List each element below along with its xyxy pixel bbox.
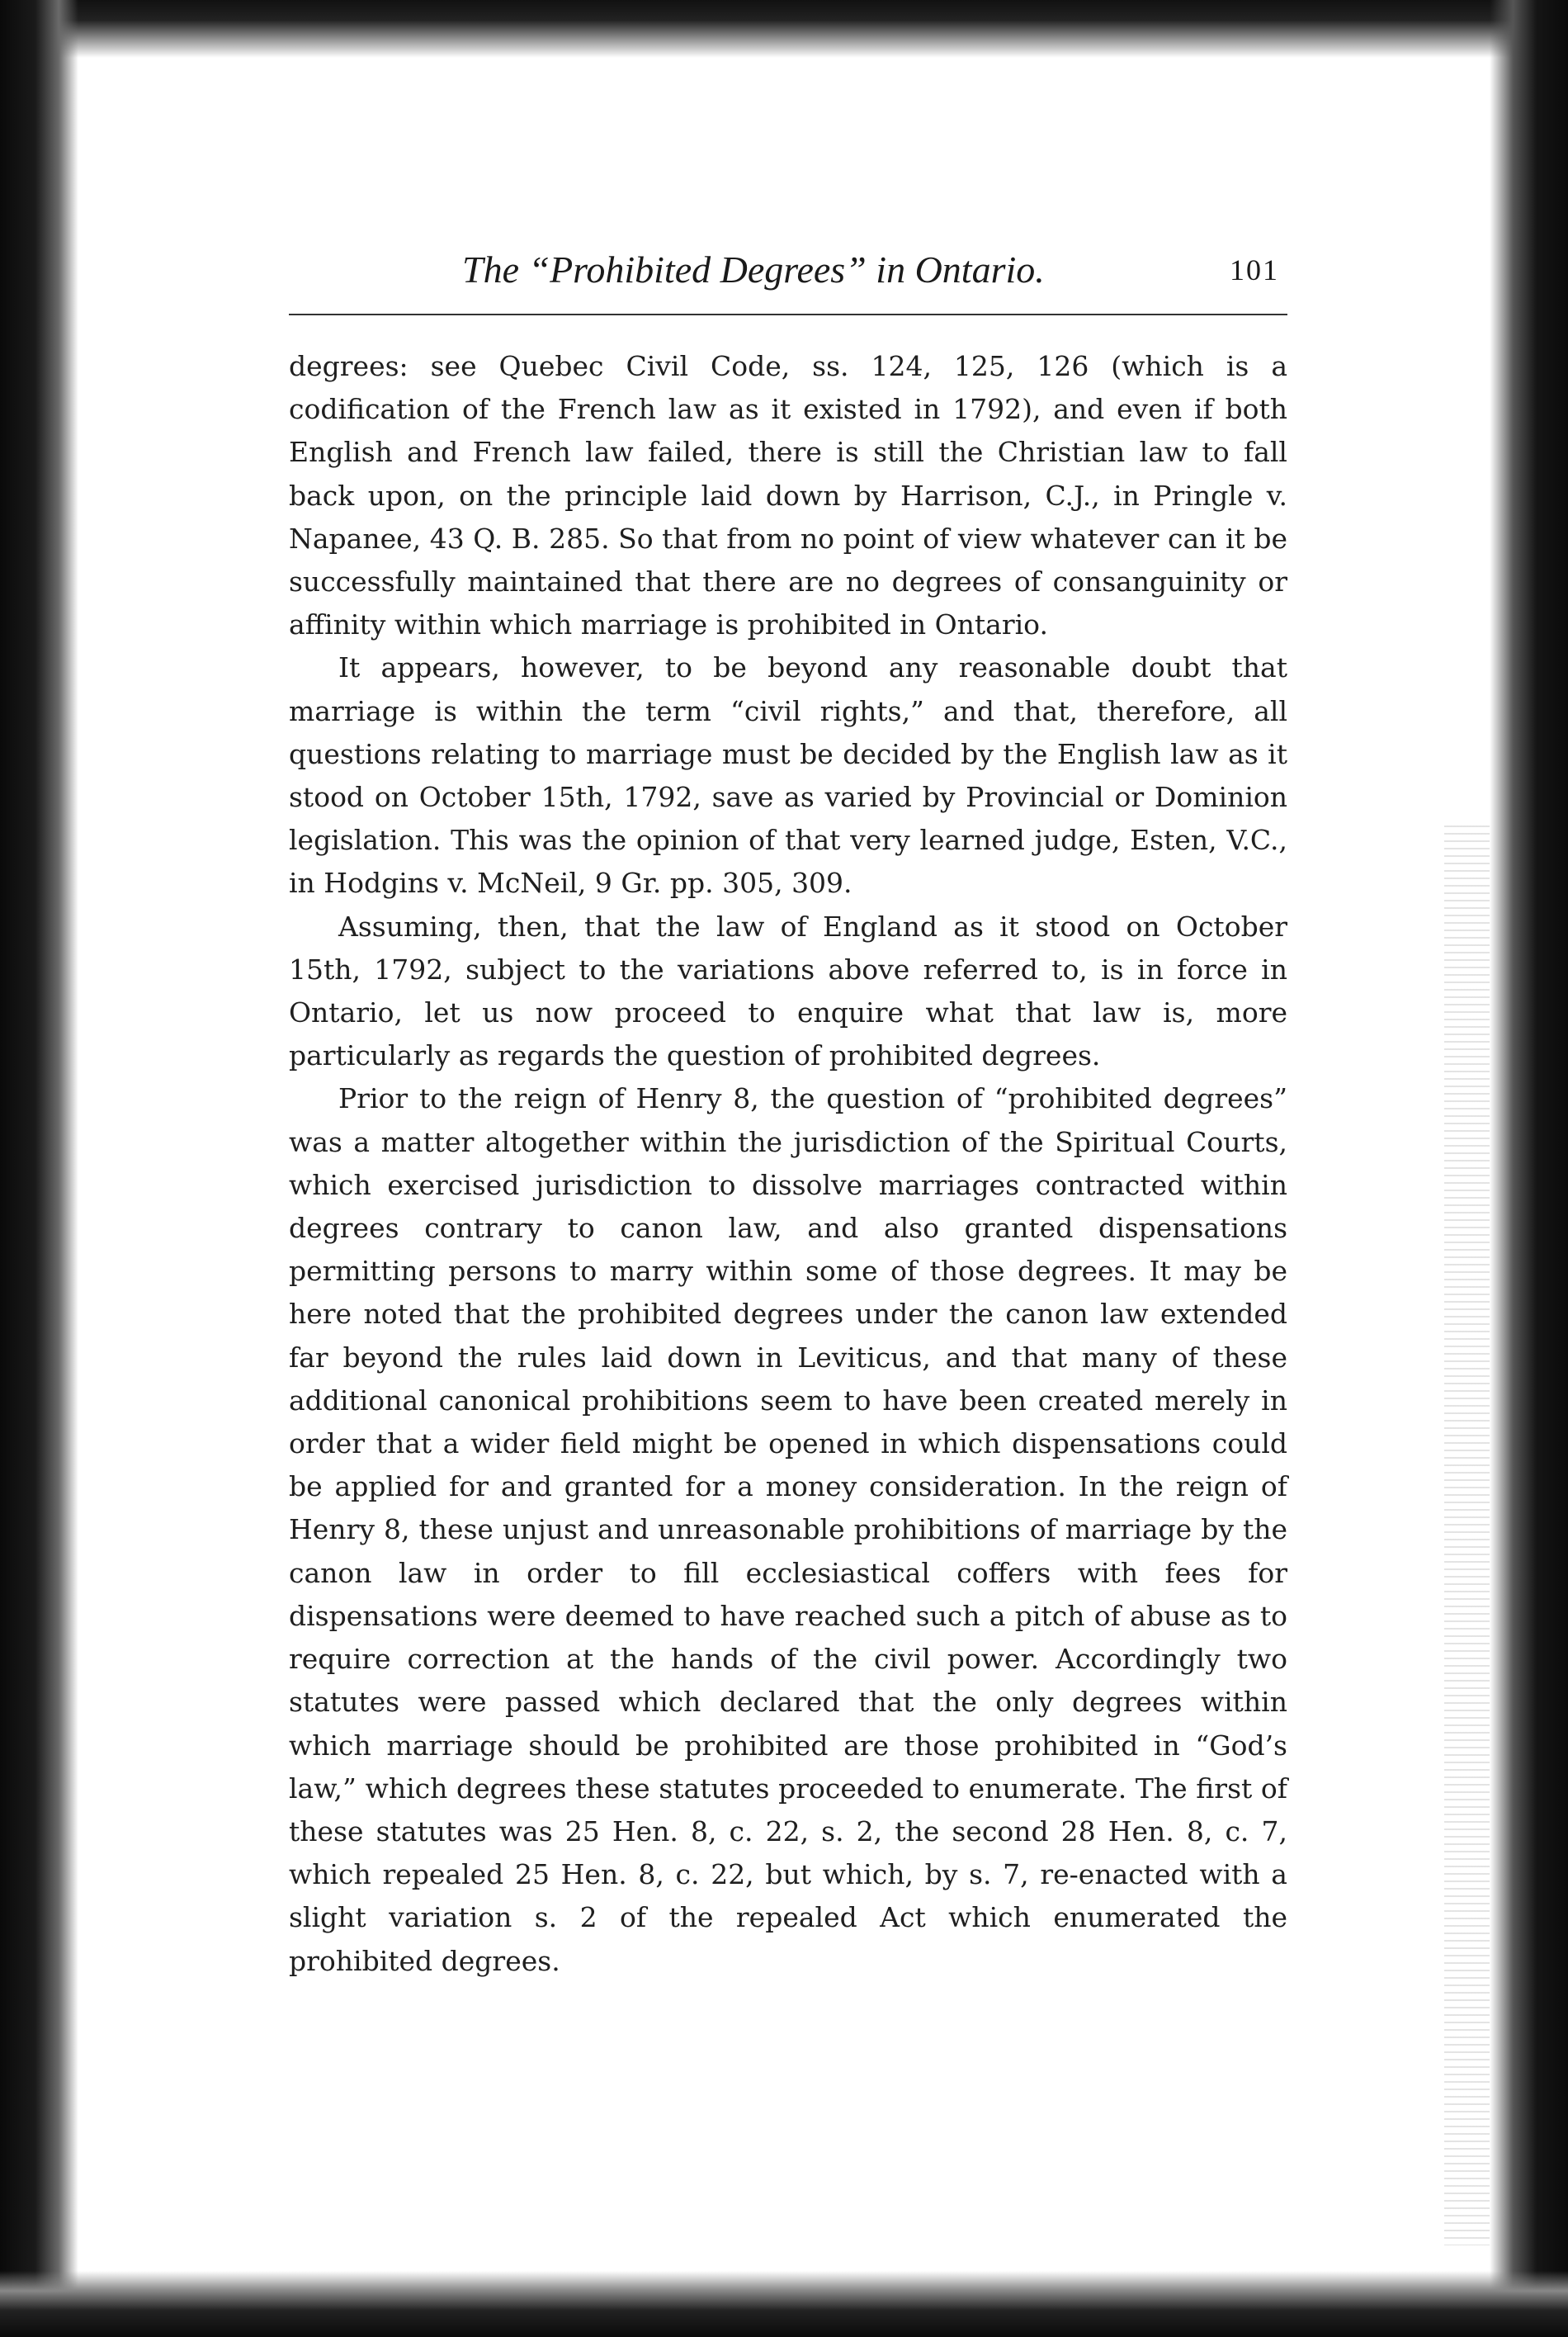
page-number: 101 [1230,253,1279,286]
running-title: The “Prohibited Degrees” in Ontario. [462,248,1045,291]
scan-border-bottom [0,2271,1568,2337]
running-head [289,248,1287,314]
scan-border-top [0,0,1568,58]
scan-speckle [1444,826,1490,2245]
scan-border-left [0,0,78,2337]
scan-border-right [1490,0,1568,2337]
body-text [289,345,1287,1983]
paragraph-3: Assuming, then, that the law of England as it stood on October 15th, 1792, subject to the variations above referred to, is in force in Ontario, let us now proceed to enquire what that law is, more particularly as regards the question of prohibited degrees. [289,910,1287,1072]
paragraph-1: degrees: see Quebec Civil Code, ss. 124, 125, 126 (which is a codification of the French law as it existed in 1792), and even if both English and French law failed, there is still the Christian law to fall back upon, on the principle laid down by Harrison, C.J., in Pringle v. Napanee, 43 Q. B. 285. So that from no point of view whatever can it be successfully maintained that there are no degrees of consanguinity or affinity within which marriage is prohibited in Ontario. [289,350,1287,641]
header-rule [289,314,1287,315]
paragraph-2: It appears, however, to be beyond any reasonable doubt that marriage is within the term “civil rights,” and that, therefore, all questions relating to marriage must be decided by the English law as it stood on October 15th, 1792, save as varied by Provincial or Dominion legislation. This was the opinion of that very learned judge, Esten, V.C., in Hodgins v. McNeil, 9 Gr. pp. 305, 309. [289,651,1287,900]
paragraph-4: Prior to the reign of Henry 8, the question of “prohibited degrees” was a matter altogether within the jurisdiction of the Spiritual Courts, which exercised jurisdiction to dissolve marriages contracted within degrees contrary to canon law, and also granted dispensations permitting persons to marry within some of those degrees. It may be here noted that the prohibited degrees under the canon law extended far beyond the rules laid down in Leviticus, and that many of these additional canonical prohibitions seem to have been created merely in order that a wider field might be opened in which dispensations could be applied for and granted for a money consideration. In the reign of Henry 8, these unjust and unreasonable prohibitions of marriage by the canon law in order to fill ecclesiastical coffers with fees for dispensations were deemed to have reached such a pitch of abuse as to require correction at the hands of the civil power. Accordingly two statutes were passed which declared that the only degrees within which marriage should be prohibited are those prohibited in “God’s law,” which degrees these statutes proceeded to enumerate. The first of these statutes was 25 Hen. 8, c. 22, s. 2, the second 28 Hen. 8, c. 7, which repealed 25 Hen. 8, c. 22, but which, by s. 7, re-enacted with a slight variation s. 2 of the repealed Act which enumerated the prohibited degrees. [289,1082,1287,1977]
book-page [289,248,1287,1977]
